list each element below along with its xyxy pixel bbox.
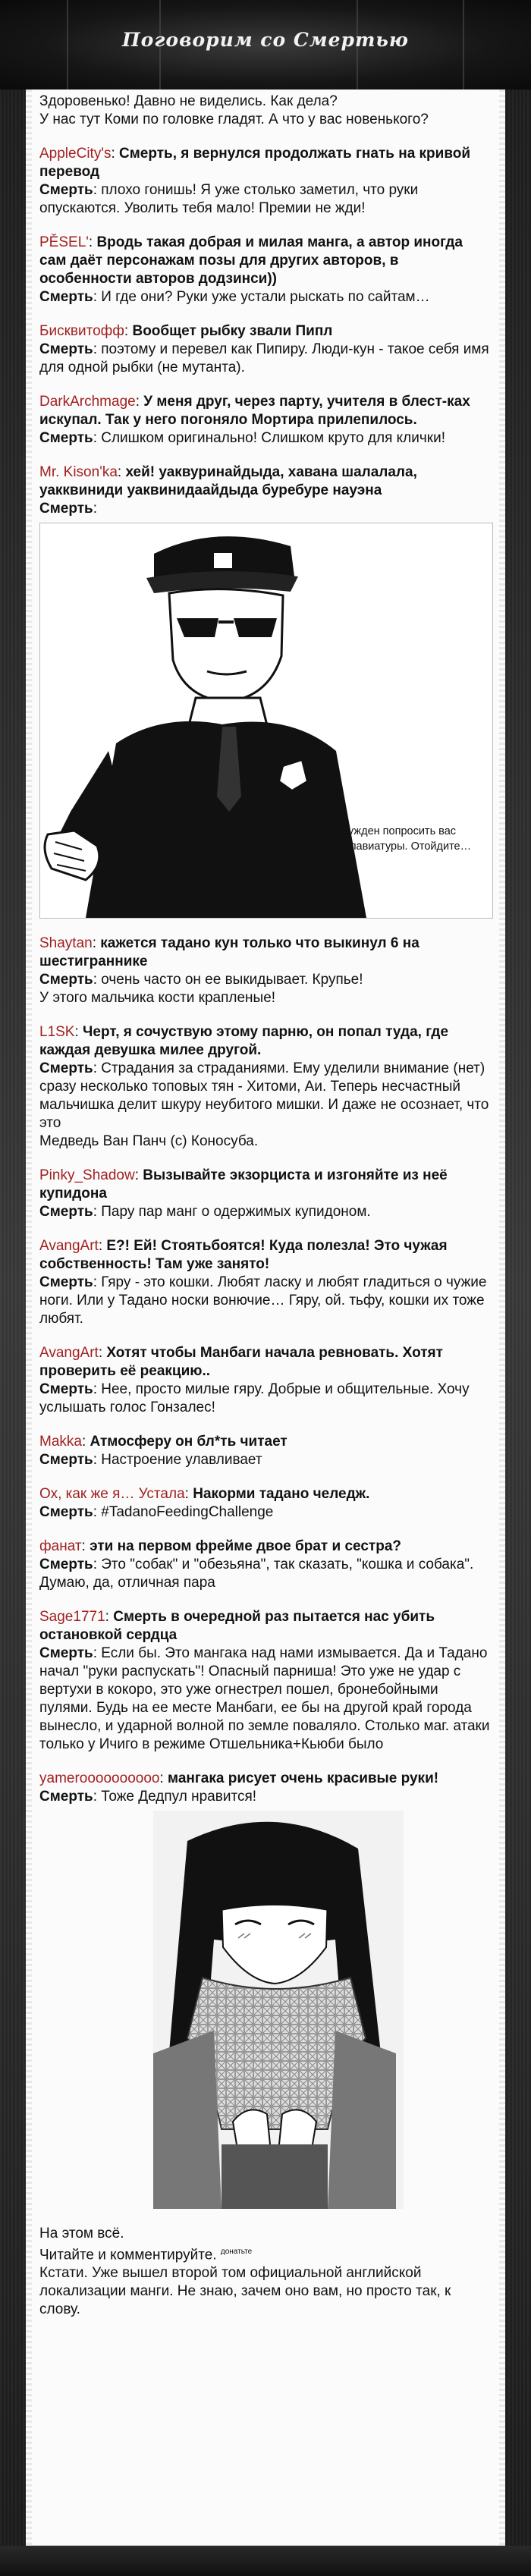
comment-question: мангака рисует очень красивые руки! [168,1770,439,1786]
comment-entry: yameroooooooooo: мангака рисует очень красивые руки! Смерть: Тоже Дедпул нравится! [39,1770,493,2209]
comment-nick: PĚSEL' [39,234,89,250]
comment-entry: Sage1771: Смерть в очередной раз пытается нас убить остановкой сердца Смерть: Если бы. Это мангака над нами измывается. Да и Тадано начал "руки распускать"! Опасный парниша! Это уже не удар с вертухи в кокоро, это уже огнестрел пошел, бронебойными пулями. Будь на ее месте Манбаги, ее бы на другой край города вынесло, и ударной волной по земле повалялo. Столько маг. атаки только у Ичиго в режиме Отшельника+Кьюби было [39,1609,490,1752]
comment-nick: DarkArchmage [39,394,136,410]
death-answer: очень часто он ее выкидывает. Крупье! [101,972,363,988]
outro [39,2225,493,2319]
death-answer: У этого мальчика кости крапленые! [39,990,276,1006]
comment-question: Смерть в очередной раз пытается нас убить остановкой сердца [39,1609,435,1643]
comment-question: Хотят чтобы Манбаги начала ревновать. Хотят проверить её реакцию.. [39,1345,443,1379]
death-label: Смерть [39,1381,93,1397]
comment-nick: Shaytan [39,935,93,951]
death-answer: поэтому и перевел как Пипиру. Люди-кун - такое себя имя для одной рыбки (не мутанта). [39,341,489,375]
donate-link[interactable]: донатьте [220,2248,253,2256]
comment-entry: AvangArt: Хотят чтобы Манбаги начала ревновать. Хотят проверить её реакцию.. Смерть: Нее, просто милые гяру. Добрые и общительные. Хочу услышать голос Гонзалес! [39,1345,470,1415]
comment-entry: Shaytan: кажется тадано кун только что выкинул 6 на шестиграннике Смерть: очень часто он ее выкидывает. Крупье! У этого мальчика кости крапленые! [39,935,493,1007]
comment-entry: Ох, как же я… Устала: Накорми тадано челедж. Смерть: #TadanoFeedingChallenge [39,1486,370,1520]
comment-question: эти на первом фрейме двое брат и сестра? [90,1538,402,1554]
death-label: Смерть [39,1060,93,1076]
death-answer: Медведь Ван Панч (с) Коносуба. [39,1133,259,1149]
comment-question: У меня друг, через парту, учителя в блест-ках искупал. Так у него погоняло Мортира прилепилось. [39,394,470,428]
death-answer: Гяру - это кошки. Любят ласку и любят гладиться о чужие ноги. Или у Тадано носки вонючие… Гяру, ой. тьфу, кошки их тоже любят. [39,1274,487,1327]
intro-line: У нас тут Коми по головке гладят. А что у вас новенького? [39,112,429,127]
outro-line: На этом всё. [39,2226,124,2241]
death-label: Смерть [39,501,93,517]
content [39,93,493,2335]
comment-question: кажется тадано кун только что выкинул 6 на шестиграннике [39,935,419,969]
comment-entry: AppleCity's: Смерть, я вернулся продолжать гнать на кривой перевод Смерть: плохо гонишь! Я уже столько заметил, что руки опускаются. Уволить тебя мало! Премии не жди! [39,146,471,216]
comment-nick: Ох, как же я… Устала [39,1486,185,1502]
header-banner [0,0,531,90]
death-label: Смерть [39,1274,93,1290]
police-officer-illustration [40,523,492,918]
comment-question: Вродь такая добрая и милая манга, а автор иногда сам даёт персонажам позы для других авторов, в особенности авторов додзинси)) [39,234,463,287]
comment-nick: AppleCity's [39,146,112,162]
comment-entry: Mr. Kison'ka: хей! уаквуринайдыда, хавана шалалала, уакквиниди уаквинидаайдыда буребуре науэна Смерть: Сэр, я вынужден попросить вас отойти от клавиатуры. Отойдите… [39,463,493,919]
comment-nick: Makka [39,1434,82,1450]
death-answer: Это "собак" и "обезьяна", так сказать, "кошка и собака". Думаю, да, отличная пара [39,1557,474,1591]
death-answer: Страдания за страданиями. Ему уделили внимание (нет) сразу несколько топовых тян - Хитоми, Аи. Теперь несчастный мальчишка делит шкуру неубитого мишки. И даже не осознает, что это [39,1060,489,1131]
intro-line: Здоровенько! Давно не виделись. Как дела? [39,93,338,109]
comment-nick: Бисквитофф [39,323,124,339]
death-answer: плохо гонишь! Я уже столько заметил, что руки опускаются. Уволить тебя мало! Премии не жди! [39,182,419,216]
outro-line: Читайте и комментируйте. [39,2247,217,2263]
death-label: Смерть [39,1204,93,1220]
comment-question: Атмосферу он бл*ть читает [90,1434,287,1450]
comment-nick: L1SK [39,1024,75,1040]
death-answer: Слишком оригинально! Слишком круто для клички! [101,430,445,446]
comment-entry: фанат: эти на первом фрейме двое брат и сестра? Смерть: Это "собак" и "обезьяна", так сказать, "кошка и собака". Думаю, да, отличная пара [39,1538,474,1591]
death-label: Смерть [39,289,93,305]
comment-nick: AvangArt [39,1345,99,1361]
death-label: Смерть [39,1645,93,1661]
death-answer: Настроение улавливает [101,1452,262,1468]
death-label: Смерть [39,341,93,357]
comment-nick: yameroooooooooo [39,1770,160,1786]
death-label: Смерть [39,1789,93,1805]
comment-nick: Sage1771 [39,1609,105,1625]
comment-question: Е?! Ей! Стоятьбоятся! Куда полезла! Это чужая собственность! Там уже занято! [39,1238,448,1272]
death-label: Смерть [39,182,93,198]
death-answer: Пару пар манг о одержимых купидоном. [101,1204,371,1220]
comment-nick: AvangArt [39,1238,99,1254]
intro [39,93,493,129]
comment-nick: фанат [39,1538,82,1554]
comment-nick: Mr. Kison'ka [39,464,118,480]
comment-entry: PĚSEL': Вродь такая добрая и милая манга, а автор иногда сам даёт персонажам позы для других авторов, в особенности авторов додзинси)) Смерть: И где они? Руки уже устали рыскать по сайтам… [39,234,463,305]
death-label: Смерть [39,1557,93,1572]
comment-question: Вызывайте экзорциста и изгоняйте из неё купидона [39,1167,448,1202]
comment-question: Накорми тадано челедж. [193,1486,370,1502]
footer-border [0,2546,531,2576]
death-answer: И где они? Руки уже устали рыскать по сайтам… [101,289,430,305]
death-label: Смерть [39,972,93,988]
death-answer: Если бы. Это мангака над нами измывается. Да и Тадано начал "руки распускать"! Опасный парниша! Это уже не удар с вертухи в кокоро, это уже огнестрел пошел, бронебойными пулями. Будь на ее месте Манбаги, ее бы на другой край города вынесло, и ударной волной по земле повалялo. Столько маг. атаки только у Ичиго в режиме Отшельника+Кьюби было [39,1645,490,1752]
outro-line: Кстати. Уже вышел второй том официальной английской локализации манги. Не знаю, зачем оно вам, но просто так, к слову. [39,2265,451,2318]
death-label: Смерть [39,430,93,446]
comment-question: Вообщет рыбку звали Пипл [132,323,333,339]
officer-speech-text: Сэр, я вынужден попросить вас отойти от клавиатуры. Отойдите… [294,825,472,853]
death-answer: Тоже Дедпул нравится! [101,1789,257,1805]
comment-question: Черт, я сочуствую этому парню, он попал туда, где каждая девушка милее другой. [39,1024,449,1058]
comment-entry: Бисквитофф: Вообщет рыбку звали Пипл Смерть: поэтому и перевел как Пипиру. Люди-кун - такое себя имя для одной рыбки (не мутанта). [39,323,489,375]
officer-meme-panel [39,523,493,919]
comment-entry: Makka: Атмосферу он бл*ть читает Смерть: Настроение улавливает [39,1434,287,1468]
comment-entry: DarkArchmage: У меня друг, через парту, учителя в блест-ках искупал. Так у него погоняло Мортира прилепилось. Смерть: Слишком оригинально! Слишком круто для клички! [39,394,470,446]
death-label: Смерть [39,1452,93,1468]
comment-question: хей! уаквуринайдыда, хавана шалалала, уакквиниди уаквинидаайдыда буребуре науэна [39,464,417,498]
comment-nick: Pinky_Shadow [39,1167,135,1183]
komi-manga-panel [39,1811,492,2209]
comment-question: Смерть, я вернулся продолжать гнать на кривой перевод [39,146,471,180]
comment-entry: AvangArt: Е?! Ей! Стоятьбоятся! Куда полезла! Это чужая собственность! Там уже занято! Смерть: Гяру - это кошки. Любят ласку и любят гладиться о чужие ноги. Или у Тадано носки вонючие… Гяру, ой. тьфу, кошки их тоже любят. [39,1238,487,1327]
comment-entry: L1SK: Черт, я сочуствую этому парню, он попал туда, где каждая девушка милее другой. Смерть: Страдания за страданиями. Ему уделили внимание (нет) сразу несколько топовых тян - Хитоми, Аи. Теперь несчастный мальчишка делит шкуру неубитого мишки. И даже не осознает, что это Медведь Ван Панч (с) Коносуба. [39,1023,493,1151]
comment-entry: Pinky_Shadow: Вызывайте экзорциста и изгоняйте из неё купидона Смерть: Пару пар манг о одержимых купидоном. [39,1167,448,1220]
death-answer: #TadanoFeedingChallenge [101,1504,274,1520]
death-label: Смерть [39,1504,93,1520]
death-answer: Нее, просто милые гяру. Добрые и общительные. Хочу услышать голос Гонзалес! [39,1381,470,1415]
page-title: Поговорим со Смертью [122,29,409,51]
manga-girl-illustration [39,1811,492,2209]
